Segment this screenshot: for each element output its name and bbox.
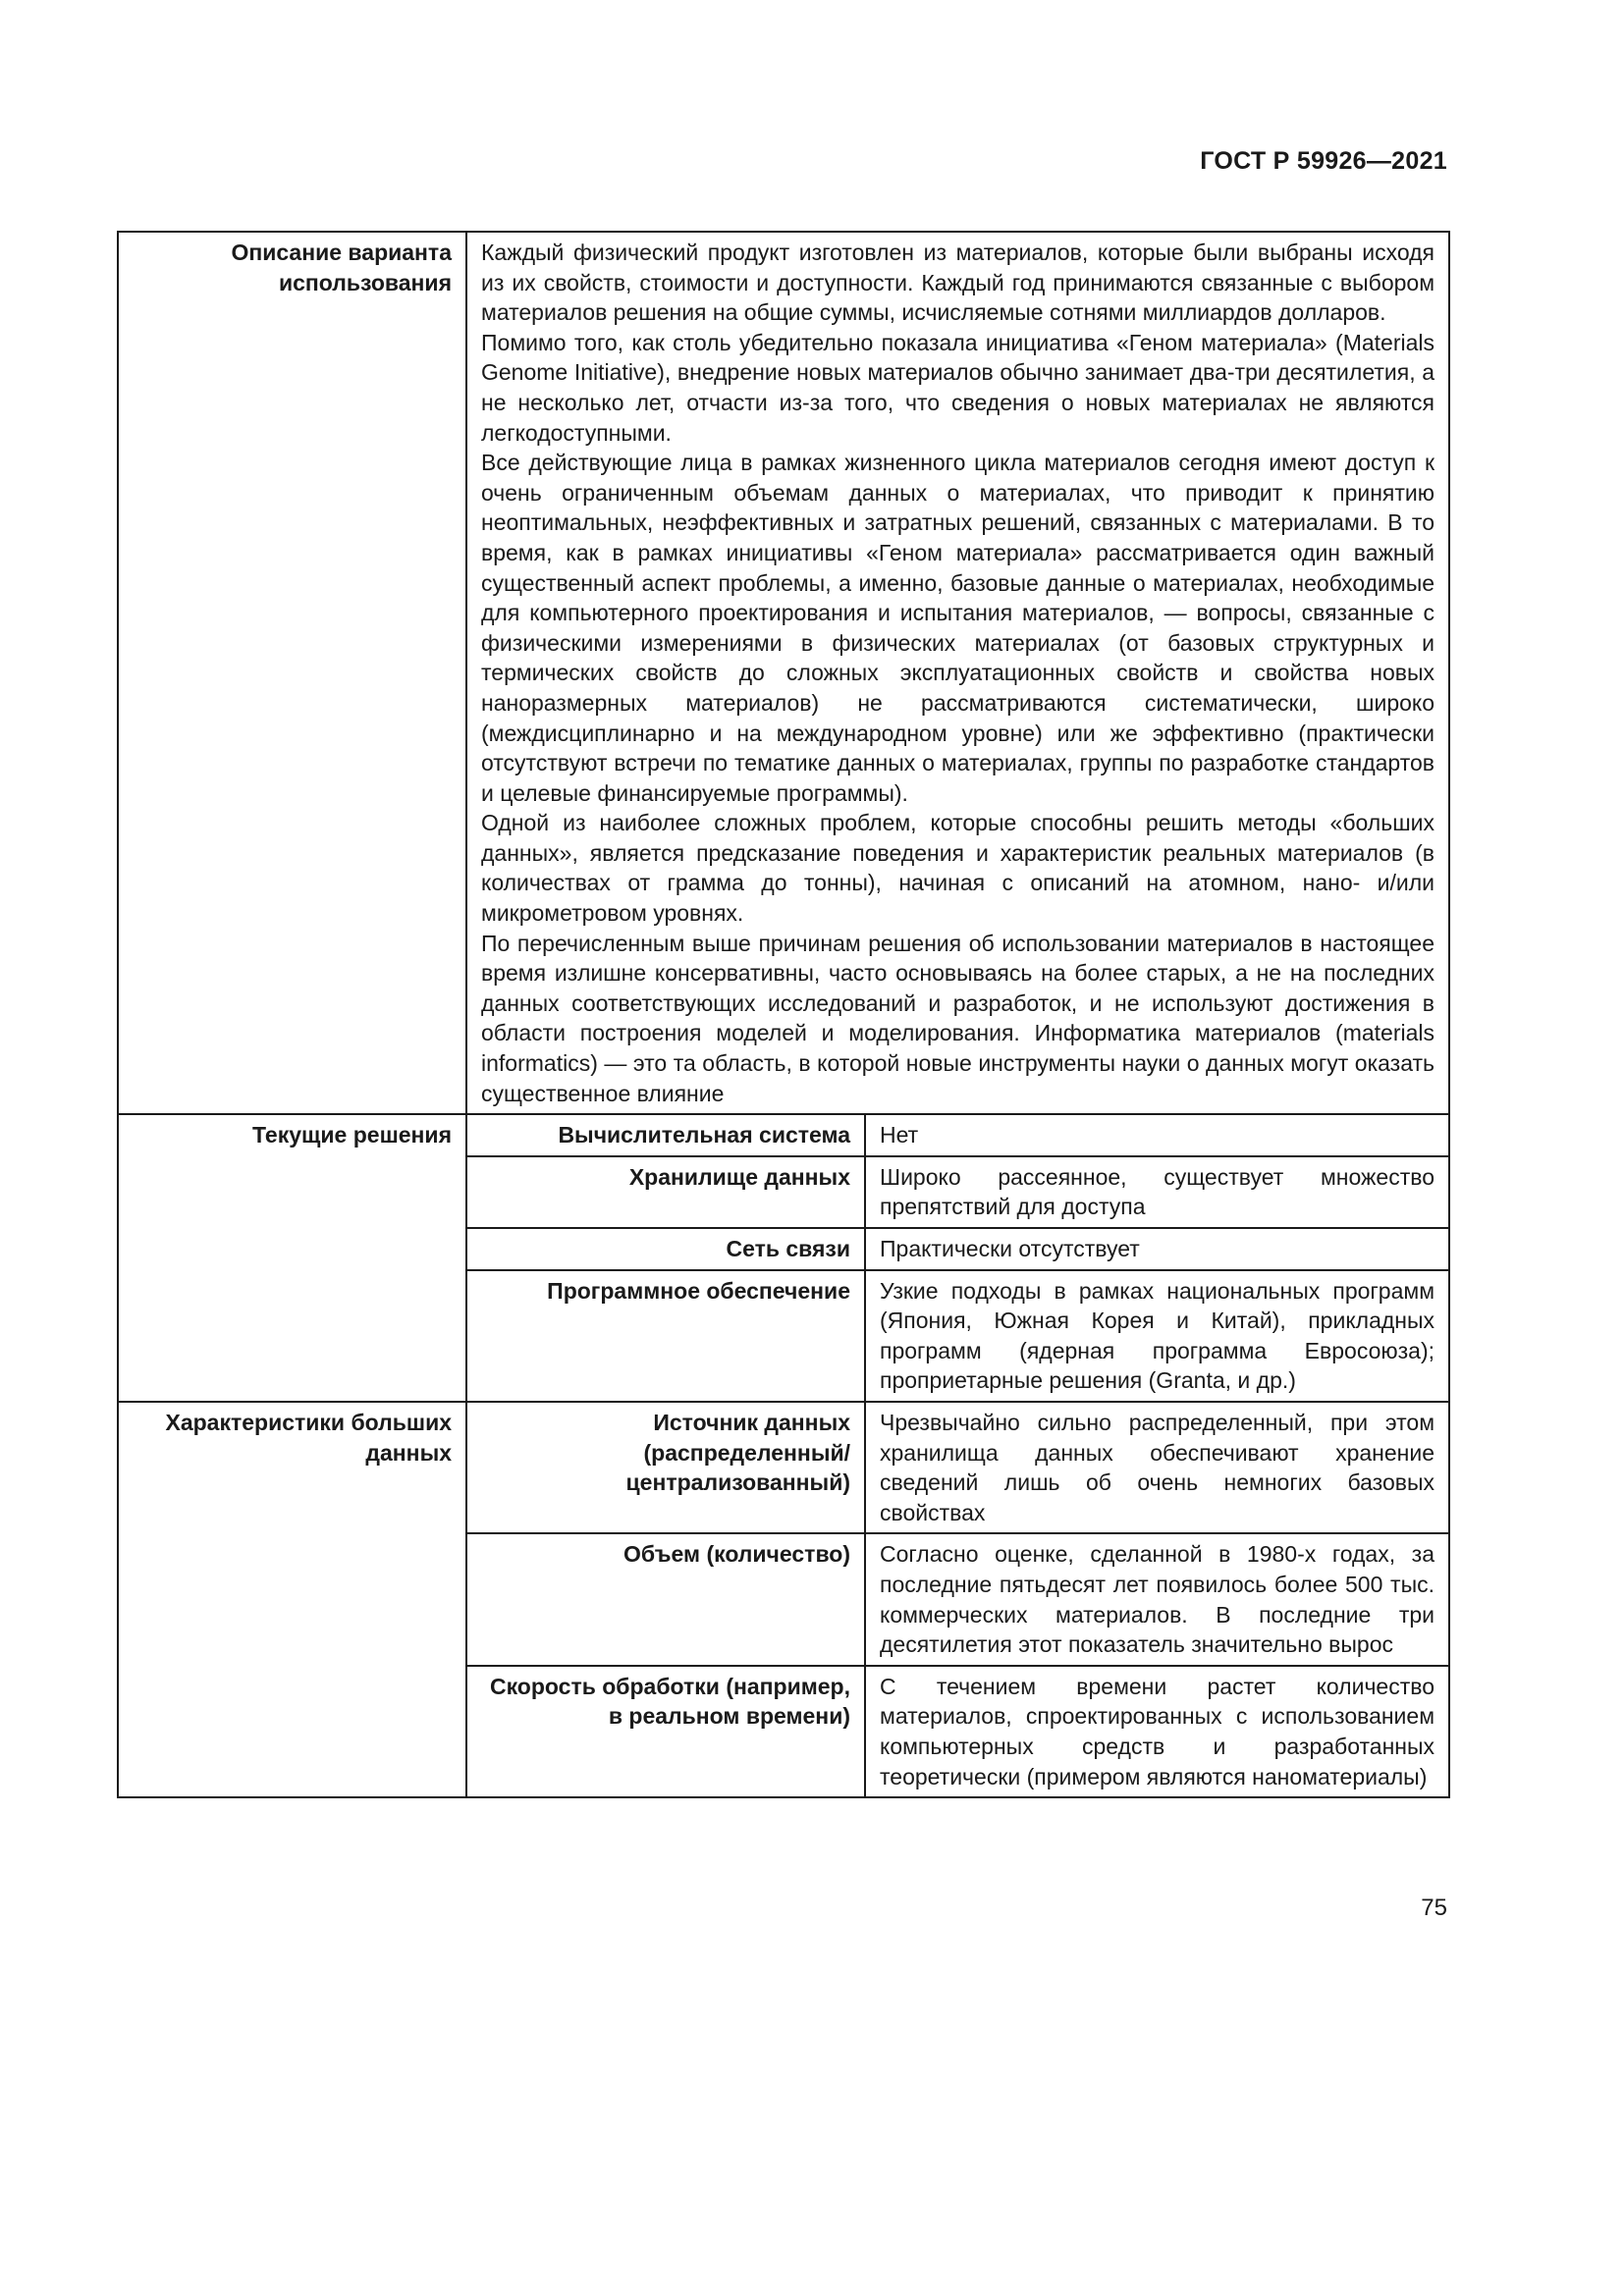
use-case-description bbox=[466, 232, 1449, 1114]
document-header: ГОСТ Р 59926—2021 bbox=[1200, 147, 1447, 175]
cell-value: Нет bbox=[865, 1114, 1449, 1156]
cell-value: С течением времени растет количество материалов, спроектированных с использованием компьютерных средств и разработанных теоретически (примером являются наноматериалы) bbox=[865, 1666, 1449, 1797]
cell-value: Широко рассеянное, существует множество препятствий для доступа bbox=[865, 1156, 1449, 1228]
row-label-big-data: Характеристики больших данных bbox=[118, 1402, 466, 1797]
paragraph: Помимо того, как столь убедительно показала инициатива «Геном материала» (Materials Genome Initiative), внедрение новых материалов обычно занимает два-три десятилетия, а не несколько лет, отчасти из-за того, что сведения о новых материалах не являются легкодоступными. bbox=[481, 329, 1435, 446]
table-row bbox=[118, 1402, 1449, 1533]
paragraph: Каждый физический продукт изготовлен из материалов, которые были выбраны исходя из их свойств, стоимости и доступности. Каждый год принимаются связанные с выбором материалов решения на общие суммы, исчисляемые сотнями миллиардов долларов. bbox=[481, 240, 1435, 326]
paragraph: Одной из наиболее сложных проблем, которые способны решить методы «больших данных», является предсказание поведения и характеристик реальных материалов (в количествах от грамма до тонны), начиная с описаний на атомном, нано- и/или микрометровом уровнях. bbox=[481, 810, 1435, 927]
sub-label: Программное обеспечение bbox=[466, 1270, 865, 1402]
cell-value: Практически отсутствует bbox=[865, 1228, 1449, 1270]
sub-label: Скорость обработки (например, в реальном времени) bbox=[466, 1666, 865, 1797]
row-label-current-solutions: Текущие решения bbox=[118, 1114, 466, 1402]
sub-label: Вычислительная система bbox=[466, 1114, 865, 1156]
cell-value: Чрезвычайно сильно распределенный, при этом хранилища данных обеспечивают хранение сведений лишь об очень немногих базовых свойствах bbox=[865, 1402, 1449, 1533]
use-case-table bbox=[117, 231, 1450, 1798]
sub-label: Источник данных (распределенный/ централизованный) bbox=[466, 1402, 865, 1533]
table-row bbox=[118, 1114, 1449, 1156]
page-number: 75 bbox=[1421, 1895, 1447, 1921]
paragraph: По перечисленным выше причинам решения об использовании материалов в настоящее время излишне консервативны, часто основываясь на более старых, а не на последних данных соответствующих исследований и разработок, и не используют достижения в области построения моделей и моделирования. Информатика материалов (materials informatics) — это та область, в которой новые инструменты науки о данных могут оказать существенное влияние bbox=[481, 930, 1435, 1106]
cell-value: Узкие подходы в рамках национальных программ (Япония, Южная Корея и Китай), прикладных программ (ядерная программа Евросоюза); проприетарные решения (Granta, и др.) bbox=[865, 1270, 1449, 1402]
row-label-use-case: Описание варианта использования bbox=[118, 232, 466, 1114]
table-row-use-case bbox=[118, 232, 1449, 1114]
sub-label: Объем (количество) bbox=[466, 1533, 865, 1665]
sub-label: Сеть связи bbox=[466, 1228, 865, 1270]
paragraph: Все действующие лица в рамках жизненного цикла материалов сегодня имеют доступ к очень ограниченным объемам данных о материалах, что приводит к принятию неоптимальных, неэффективных и затратных решений, связанных с материалами. В то время, как в рамках инициативы «Геном материала» рассматривается один важный существенный аспект проблемы, а именно, базовые данные о материалах, необходимые для компьютерного проектирования и испытания материалов, — вопросы, связанные с физическими измерениями в физических материалах (от базовых структурных и термических свойств до сложных эксплуатационных свойств и свойства новых наноразмерных материалов) не рассматриваются систематически, широко (междисциплинарно и на международном уровне) или же эффективно (практически отсутствуют встречи по тематике данных о материалах, группы по разработке стандартов и целевые финансируемые программы). bbox=[481, 450, 1435, 806]
sub-label: Хранилище данных bbox=[466, 1156, 865, 1228]
cell-value: Согласно оценке, сделанной в 1980-х годах, за последние пятьдесят лет появилось более 500 тыс. коммерческих материалов. В последние три десятилетия этот показатель значительно вырос bbox=[865, 1533, 1449, 1665]
